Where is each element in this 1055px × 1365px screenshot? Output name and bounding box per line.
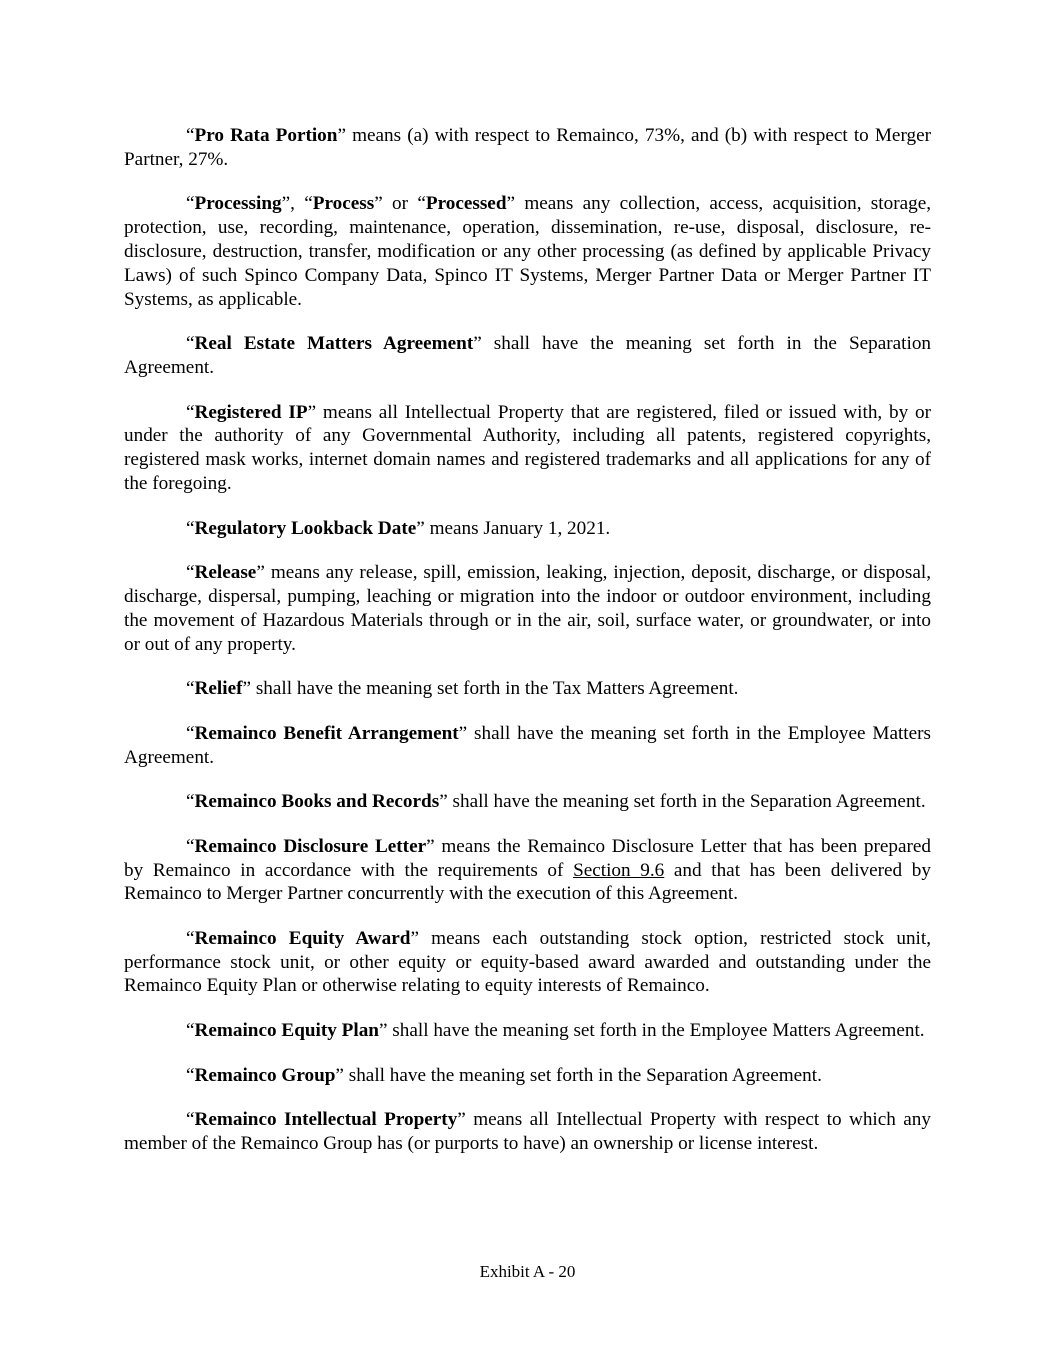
definition-remainco-books-and-records: “Remainco Books and Records” shall have the meaning set forth in the Separation Agreement. xyxy=(186,791,926,813)
section-reference-link[interactable]: Section 9.6 xyxy=(573,859,665,881)
defined-term: Pro Rata Portion xyxy=(194,125,338,146)
defined-term: Remainco Equity Plan xyxy=(194,1020,379,1042)
definition-remainco-group: “Remainco Group” shall have the meaning set forth in the Separation Agreement. xyxy=(186,1064,822,1086)
definition-text: shall have the meaning set forth in the Employee Matters Agreement. xyxy=(387,1020,925,1042)
definition-text: means all Intellectual Property that are registered, filed or issued with, by or under the authority of any Governmental Authority, including all patents, registered copyrights, registered mask works, internet domain names and registered trademarks and all applications for any of the foregoing. xyxy=(124,401,931,494)
definition-text: means each outstanding stock option, restricted stock unit, performance stock unit, or other equity or equity-based award awarded and outstanding under the Remainco Equity Plan or otherwise relating to equity interests of Remainco. xyxy=(124,927,931,997)
defined-term: Remainco Disclosure Letter xyxy=(194,835,427,857)
definition-text: shall have the meaning set forth in the Employee Matters Agreement. xyxy=(124,722,931,768)
definition-registered-ip: “Registered IP” means all Intellectual Property that are registered, filed or issued with, by or under the authority of any Governmental Authority, including all patents, registered copyrights, registered mask works, internet domain names and registered trademarks and all applications for any of the foregoing. xyxy=(124,401,931,494)
definition-regulatory-lookback-date: “Regulatory Lookback Date” means January 1, 2021. xyxy=(186,517,611,539)
definition-processing: “Processing”, “Process” or “Processed” means any collection, access, acquisition, storage, protection, use, recording, maintenance, operation, dissemination, re-use, disposal, disclosure, re-disclosure, destruction, transfer, modification or any other processing (as defined by applicable Privacy Laws) of such Spinco Company Data, Spinco IT Systems, Merger Partner Data or Merger Partner IT Systems, as applicable. xyxy=(124,193,932,310)
definition-release: “Release” means any release, spill, emission, leaking, injection, deposit, discharge, or disposal, discharge, dispersal, pumping, leaching or migration into the indoor or outdoor environment, including the movement of Hazardous Materials through or in the air, soil, surface water, or groundwater, or into or out of any property. xyxy=(124,562,931,655)
definition-remainco-equity-plan: “Remainco Equity Plan” shall have the meaning set forth in the Employee Matters Agreement. xyxy=(186,1020,925,1042)
definition-remainco-benefit-arrangement: “Remainco Benefit Arrangement” shall have the meaning set forth in the Employee Matters Agreement. xyxy=(124,722,931,768)
defined-term: Processing xyxy=(194,193,282,215)
definition-text: means any collection, access, acquisition, storage, protection, use, recording, maintenance, operation, dissemination, re-use, disposal, disclosure, re-disclosure, destruction, transfer, modification or any other processing (as defined by applicable Privacy Laws) of such Spinco Company Data, Spinco IT Systems, Merger Partner Data or Merger Partner IT Systems, as applicable. xyxy=(124,193,932,310)
defined-term: Release xyxy=(194,562,257,584)
defined-term: Remainco Group xyxy=(194,1064,336,1086)
document-body xyxy=(124,124,931,1177)
definition-text: shall have the meaning set forth in the Tax Matters Agreement. xyxy=(251,678,739,700)
defined-term: Registered IP xyxy=(194,401,308,423)
page-footer: Exhibit A - 20 xyxy=(479,1262,576,1281)
definition-real-estate-matters-agreement: “Real Estate Matters Agreement” shall have the meaning set forth in the Separation Agreement. xyxy=(124,333,932,378)
defined-term: Processed xyxy=(425,193,507,215)
definition-text: and that has been delivered by Remainco to Merger Partner concurrently with the execution of this Agreement. xyxy=(124,859,931,905)
definition-remainco-disclosure-letter: “Remainco Disclosure Letter” means the Remainco Disclosure Letter that has been prepared by Remainco in accordance with the requirements of Section 9.6 and that has been delivered by Remainco to Merger Partner concurrently with the execution of this Agreement. xyxy=(124,835,932,905)
definition-text: means all Intellectual Property with respect to which any member of the Remainco Group has (or purports to have) an ownership or license interest. xyxy=(124,1109,931,1155)
defined-term: Regulatory Lookback Date xyxy=(194,517,417,539)
definition-text: means January 1, 2021. xyxy=(424,517,611,539)
defined-term: Relief xyxy=(194,678,243,700)
definition-text: shall have the meaning set forth in the Separation Agreement. xyxy=(447,791,926,813)
definition-remainco-equity-award: “Remainco Equity Award” means each outstanding stock option, restricted stock unit, performance stock unit, or other equity or equity-based award awarded and outstanding under the Remainco Equity Plan or otherwise relating to equity interests of Remainco. xyxy=(124,927,931,997)
defined-term: Remainco Books and Records xyxy=(194,791,440,813)
definition-text: shall have the meaning set forth in the Separation Agreement. xyxy=(124,333,932,378)
defined-term: Remainco Benefit Arrangement xyxy=(194,722,459,744)
definition-text: shall have the meaning set forth in the Separation Agreement. xyxy=(343,1064,822,1086)
definition-remainco-intellectual-property: “Remainco Intellectual Property” means all Intellectual Property with respect to which any member of the Remainco Group has (or purports to have) an ownership or license interest. xyxy=(124,1109,931,1155)
defined-term: Process xyxy=(312,193,375,215)
defined-term: Real Estate Matters Agreement xyxy=(194,333,474,355)
definition-relief: “Relief” shall have the meaning set forth in the Tax Matters Agreement. xyxy=(186,678,739,700)
defined-term: Remainco Intellectual Property xyxy=(194,1109,458,1131)
definition-text: means the Remainco Disclosure Letter that has been prepared by Remainco in accordance with the requirements of xyxy=(124,835,932,881)
defined-term: Remainco Equity Award xyxy=(194,927,411,949)
definition-pro-rata-portion: “Pro Rata Portion” means (a) with respect to Remainco, 73%, and (b) with respect to Merger Partner, 27%. xyxy=(124,125,931,170)
definition-text: means (a) with respect to Remainco, 73%, and (b) with respect to Merger Partner, 27%. xyxy=(124,125,931,170)
definition-text: means any release, spill, emission, leaking, injection, deposit, discharge, or disposal, discharge, dispersal, pumping, leaching or migration into the indoor or outdoor environment, including the movement of Hazardous Materials through or in the air, soil, surface water, or groundwater, or into or out of any property. xyxy=(124,562,931,655)
